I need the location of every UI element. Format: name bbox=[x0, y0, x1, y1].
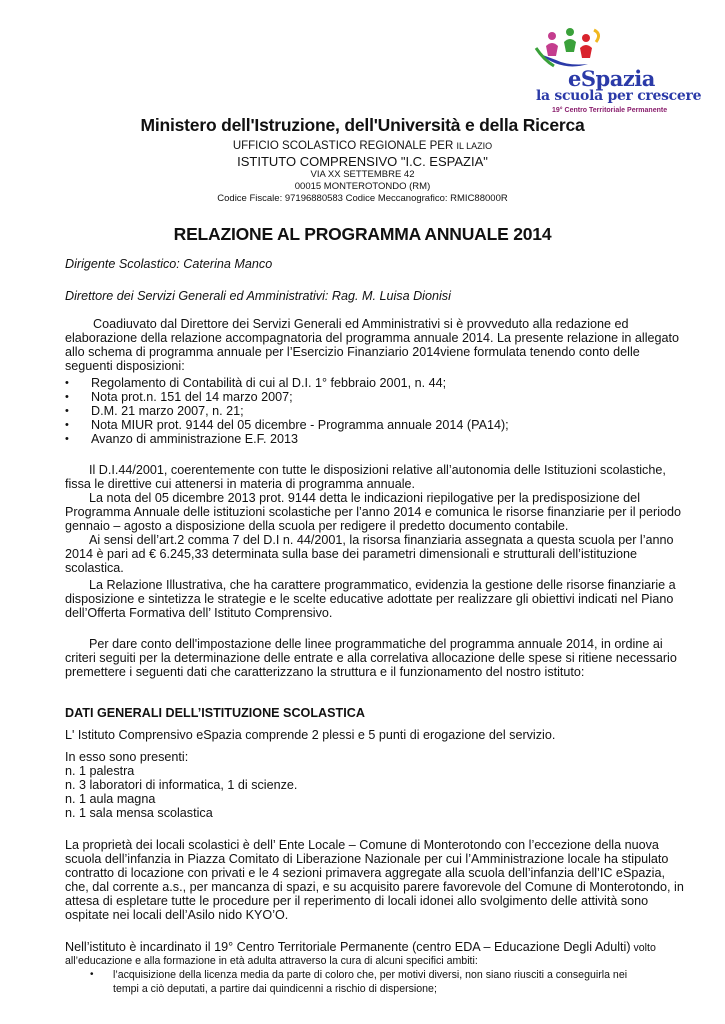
proprieta-line: che, dal corrente a.s., per mancanza di spazi, e su acquisito parere favorevole del Comune di Monterotondo, in bbox=[65, 880, 684, 894]
ctp-line-tail: volto bbox=[630, 942, 656, 954]
logo-brand: eSpazia bbox=[568, 66, 655, 91]
istituto-codes: Codice Fiscale: 97196880583 Codice Meccanografico: RMIC88000R bbox=[217, 193, 508, 204]
disposizione-item: • Nota prot.n. 151 del 14 marzo 2007; bbox=[91, 390, 293, 404]
intro-line: Coadiuvato dal Direttore dei Servizi Generali ed Amministrativi si è provveduto alla redazione ed bbox=[93, 317, 629, 331]
disposizione-item: • D.M. 21 marzo 2007, n. 21; bbox=[91, 404, 244, 418]
para-line: La Relazione Illustrativa, che ha carattere programmatico, evidenzia la gestione delle risorse finanziarie a bbox=[89, 578, 676, 592]
intro-line: elaborazione della relazione accompagnatoria del programma annuale 2014. La presente relazione in allegato bbox=[65, 331, 680, 345]
proprieta-line: ospitate nei locali dell’Asilo nido KYO’O. bbox=[65, 908, 289, 922]
logo-subtitle: 19° Centro Territoriale Permanente bbox=[552, 107, 668, 114]
presenti-line: n. 1 sala mensa scolastica bbox=[65, 806, 213, 820]
presenti-line: In esso sono presenti: bbox=[65, 750, 189, 764]
ufficio-line bbox=[0, 140, 725, 152]
conto-line: Per dare conto dell'impostazione delle linee programmatiche del programma annuale 2014, in ordine ai bbox=[89, 637, 663, 651]
ctp-bullet-item: • l’acquisizione della licenza media da parte di coloro che, per motivi diversi, non siano riusciti a conseguirla nei bbox=[113, 968, 627, 982]
conto-line: criteri seguiti per la determinazione delle entrate e alla correlativa allocazione delle spese si ritiene necessario bbox=[65, 651, 677, 665]
presenti-line: n. 1 palestra bbox=[65, 764, 135, 778]
para-line: fissa le direttive cui attenersi in materia di programma annuale. bbox=[65, 477, 415, 491]
para-line: gennaio – agosto a disposizione della scuola per redigere il predetto documento contabile. bbox=[65, 519, 569, 533]
section-heading: DATI GENERALI DELL’ISTITUZIONE SCOLASTICA bbox=[65, 706, 365, 720]
para-line: Ai sensi dell’art.2 comma 7 del D.I n. 44/2001, la risorsa finanziaria assegnata a questa scuola per l’anno bbox=[89, 533, 674, 547]
istituto-address: VIA XX SETTEMBRE 42 bbox=[310, 169, 415, 180]
presenti-line: n. 1 aula magna bbox=[65, 792, 156, 806]
para-line: dell’Offerta Formativa dell’ Istituto Comprensivo. bbox=[65, 606, 333, 620]
intro-line: seguenti disposizioni: bbox=[65, 359, 185, 373]
proprieta-line: scuola dell’infanzia in Piazza Comitato di Liberazione Nazionale per cui l’Amministrazione locale ha stipulato bbox=[65, 852, 669, 866]
disposizione-item: • Nota MIUR prot. 9144 del 05 dicembre - Programma annuale 2014 (PA14); bbox=[91, 418, 509, 432]
para-line: scolastica. bbox=[65, 561, 124, 575]
para-line: Il D.I.44/2001, coerentemente con tutte le disposizioni relative all’autonomia delle Istituzioni scolastiche, bbox=[89, 463, 666, 477]
proprieta-line: attesa di espletare tutte le procedure per il reperimento di locali idonei allo svolgimento delle attività sono bbox=[65, 894, 649, 908]
istituto-name: ISTITUTO COMPRENSIVO "I.C. ESPAZIA" bbox=[237, 154, 488, 169]
istituto-city: 00015 MONTEROTONDO (RM) bbox=[294, 181, 431, 192]
ufficio-region: IL LAZIO bbox=[456, 141, 493, 151]
logo-tagline: la scuola per crescere bbox=[536, 88, 702, 104]
para-line: Programma Annuale delle istituzioni scolastiche per l’anno 2014 e comunica le risorse finanziarie per il periodo bbox=[65, 505, 682, 519]
ctp-bullet-item-continuation: tempi a ciò deputati, a partire dai quindicenni a rischio di dispersione; bbox=[113, 983, 437, 995]
plessi-line: L' Istituto Comprensivo eSpazia comprende 2 plessi e 5 punti di erogazione del servizio. bbox=[65, 728, 556, 742]
para-line: La nota del 05 dicembre 2013 prot. 9144 detta le indicazioni riepilogative per la predisposizione del bbox=[89, 491, 640, 505]
disposizione-item: • Regolamento di Contabilità di cui al D.I. 1° febbraio 2001, n. 44; bbox=[91, 376, 446, 390]
intro-line: allo schema di programma annuale per l’Esercizio Finanziario 2014viene formulata tenendo conto delle bbox=[65, 345, 640, 359]
ctp-line bbox=[65, 940, 656, 955]
disposizione-item: • Avanzo di amministrazione E.F. 2013 bbox=[91, 432, 298, 446]
para-line: disposizione e sintetizza le strategie e le scelte educative adottate per realizzare gli obiettivi indicati nel Piano bbox=[65, 592, 674, 606]
ufficio-main: UFFICIO SCOLASTICO REGIONALE PER bbox=[232, 140, 457, 152]
ministry-heading: Ministero dell'Istruzione, dell'Università e della Ricerca bbox=[140, 115, 585, 135]
document-title: RELAZIONE AL PROGRAMMA ANNUALE 2014 bbox=[173, 224, 552, 244]
para-line: 2014 è pari ad € 6.245,33 determinata sulla base dei parametri dimensionali e strutturali dell’istituzione bbox=[65, 547, 637, 561]
ctp-line: all’educazione e alla formazione in età adulta attraverso la cura di alcuni specifici ambiti: bbox=[65, 955, 478, 967]
presenti-line: n. 3 laboratori di informatica, 1 di scienze. bbox=[65, 778, 298, 792]
proprieta-line: La proprietà dei locali scolastici è dell’ Ente Locale – Comune di Monterotondo con l’eccezione della nuova bbox=[65, 838, 659, 852]
espazia-logo bbox=[522, 26, 702, 116]
dirigente-line: Dirigente Scolastico: Caterina Manco bbox=[65, 257, 273, 271]
ctp-line-main: Nell’istituto è incardinato il 19° Centro Territoriale Permanente (centro EDA – Educazione Degli Adulti) bbox=[65, 940, 631, 954]
conto-line: premettere i seguenti dati che caratterizzano la struttura e il funzionamento del nostro istituto: bbox=[65, 665, 585, 679]
proprieta-line: contratto di locazione con privati e le 4 sezioni primavera aggregate alla scuola dell’infanzia dell’IC eSpazia, bbox=[65, 866, 665, 880]
direttore-line: Direttore dei Servizi Generali ed Amministrativi: Rag. M. Luisa Dionisi bbox=[65, 289, 451, 303]
